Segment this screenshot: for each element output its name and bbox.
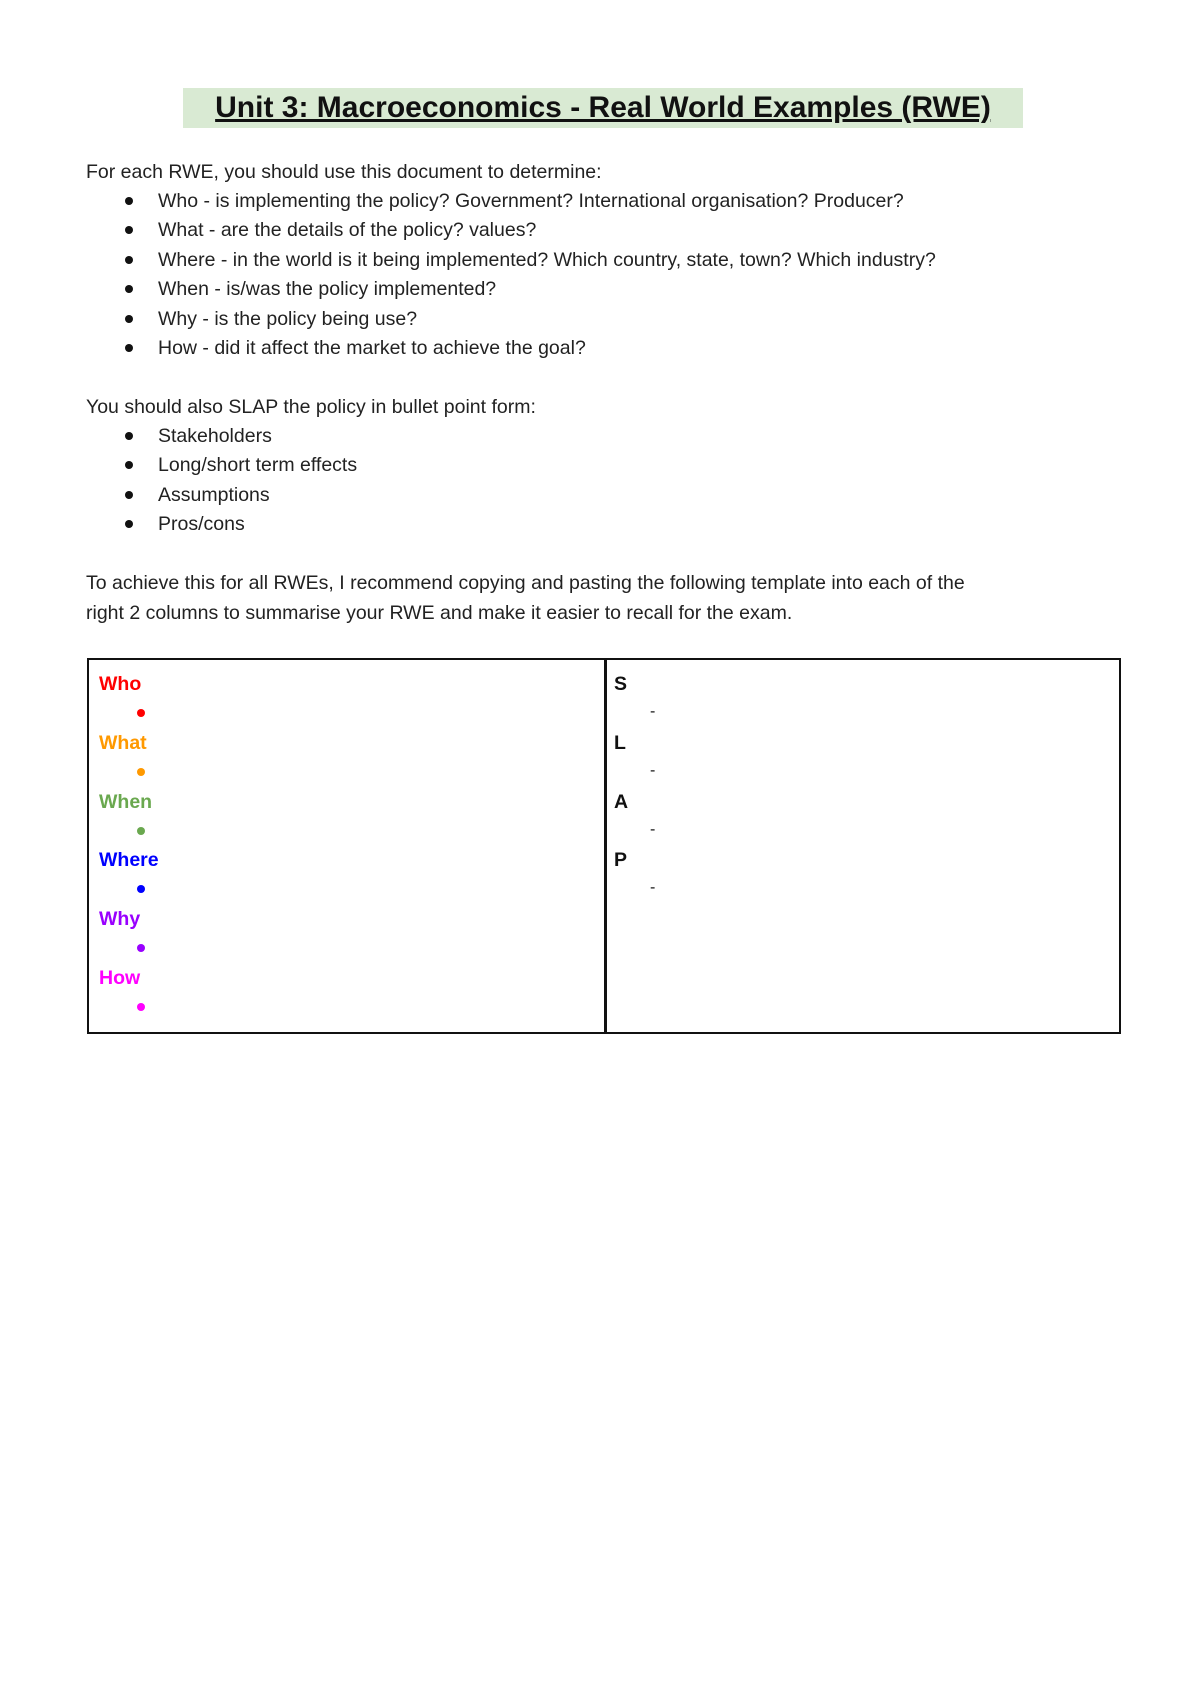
question-item: What - are the details of the policy? values? (158, 219, 537, 242)
template-label-where: Where (99, 849, 159, 872)
bullet-icon (125, 285, 133, 293)
template-label-how: How (99, 967, 141, 989)
slap-label-a: A (614, 790, 629, 813)
question-item: When - is/was the policy implemented? (158, 278, 497, 301)
bullet-icon (125, 432, 133, 440)
slap-label-p: P (614, 849, 628, 872)
bullet-icon (137, 1003, 145, 1011)
page-title: Unit 3: Macroeconomics - Real World Examples (RWE) (183, 88, 1023, 128)
bullet-icon (137, 709, 145, 717)
bullet-icon (125, 344, 133, 352)
column-divider (604, 660, 607, 1032)
bullet-icon (137, 885, 145, 893)
question-item: Who - is implementing the policy? Government? International organisation? Producer? (158, 190, 904, 212)
bullet-icon (125, 226, 133, 234)
bullet-icon (137, 944, 145, 952)
template-label-what: What (99, 731, 147, 754)
recommend-line-2: right 2 columns to summarise your RWE and make it easier to recall for the exam. (86, 602, 793, 624)
intro-text: For each RWE, you should use this document to determine: (86, 161, 602, 183)
dash-bullet: - (650, 761, 656, 779)
question-item: How - did it affect the market to achieve the goal? (158, 337, 586, 359)
dash-bullet: - (650, 703, 656, 720)
slap-intro-text: You should also SLAP the policy in bullet point form: (86, 396, 536, 418)
slap-item: Stakeholders (158, 425, 272, 447)
bullet-icon (125, 520, 133, 528)
template-label-who: Who (99, 673, 142, 695)
bullet-icon (125, 315, 133, 323)
rwe-template-table (87, 658, 1121, 1034)
bullet-icon (137, 827, 145, 835)
dash-bullet: - (650, 820, 656, 838)
bullet-icon (125, 461, 133, 469)
bullet-icon (137, 768, 145, 776)
bullet-icon (125, 256, 133, 264)
slap-item: Assumptions (158, 483, 270, 506)
template-label-when: When (99, 790, 153, 813)
slap-label-s: S (614, 673, 628, 695)
template-label-why: Why (99, 908, 141, 931)
bullet-icon (125, 491, 133, 499)
bullet-icon (125, 197, 133, 205)
slap-item: Pros/cons (158, 513, 245, 536)
dash-bullet: - (650, 879, 656, 897)
question-item: Why - is the policy being use? (158, 307, 418, 330)
slap-item: Long/short term effects (158, 454, 358, 477)
question-item: Where - in the world is it being implemented? Which country, state, town? Which industry? (158, 248, 936, 271)
recommend-line-1: To achieve this for all RWEs, I recommend copying and pasting the following template into each of the (86, 572, 965, 594)
slap-label-l: L (614, 731, 626, 754)
